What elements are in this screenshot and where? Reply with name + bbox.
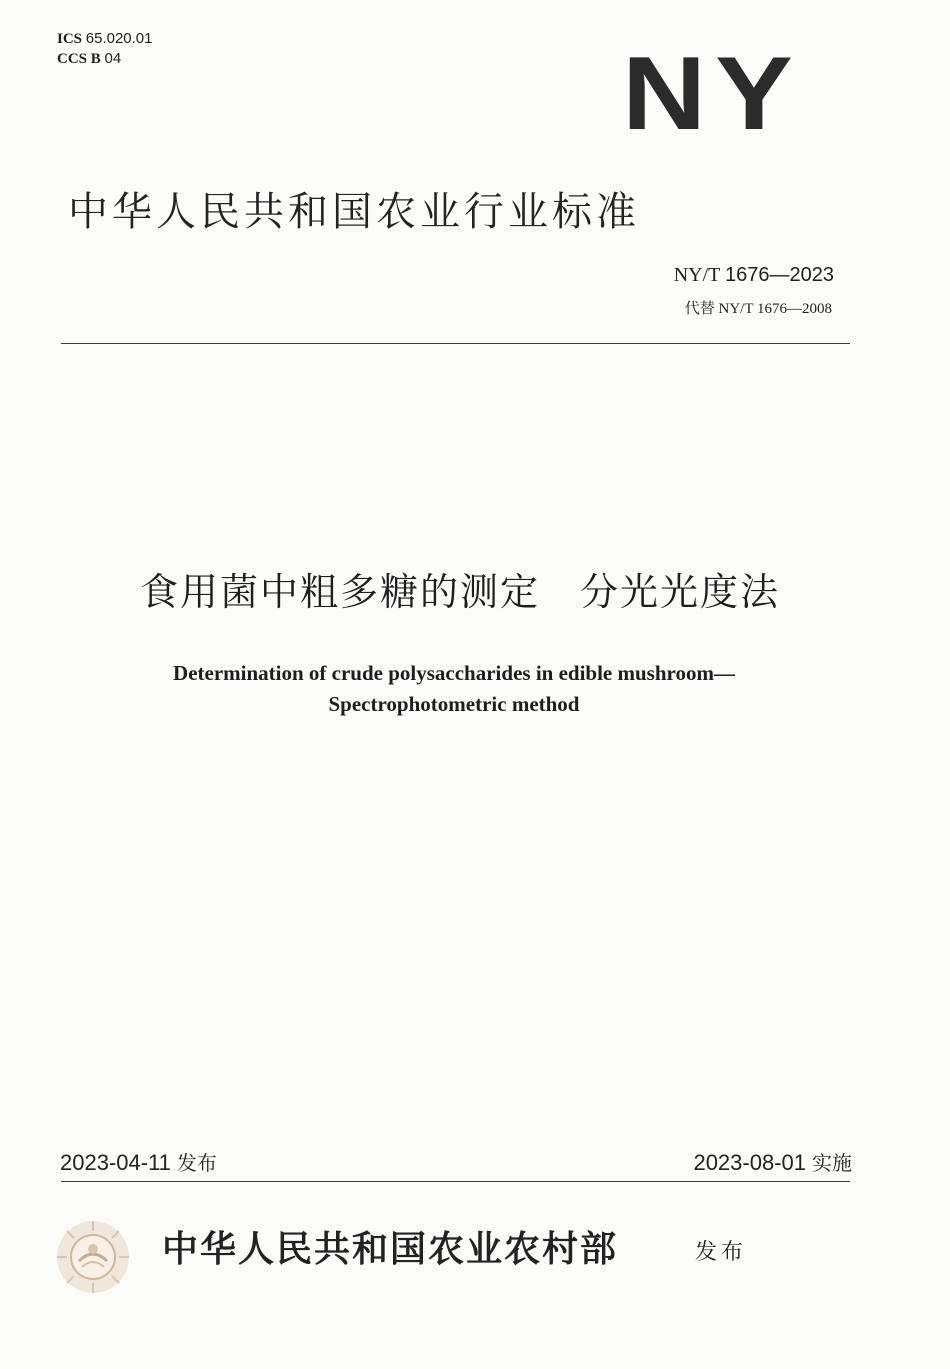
standard-number — [674, 263, 834, 287]
issue-date-value: 2023-04-11 — [60, 1150, 171, 1175]
english-title-line-1: Determination of crude polysaccharides in edible mushroom— — [173, 661, 735, 685]
ccs-label: CCS B — [57, 51, 101, 67]
issue-date-suffix: 发布 — [176, 1151, 217, 1175]
ccs-value: 04 — [104, 50, 122, 67]
issuing-ministry: 中华人民共和国农业农村部 — [162, 1228, 619, 1270]
implementation-date-value: 2023-08-01 — [693, 1150, 806, 1175]
footer-divider — [61, 1181, 850, 1182]
implementation-date — [693, 1148, 852, 1178]
ny-logo: NY — [622, 36, 802, 152]
ccs-code — [57, 49, 153, 69]
implementation-date-suffix: 实施 — [812, 1151, 852, 1175]
english-title-line-2: Spectrophotometric method — [328, 692, 580, 716]
ics-code — [57, 29, 153, 49]
standard-number-value: 1676—2023 — [725, 264, 834, 286]
replaces-standard: 代替 NY/T 1676—2008 — [684, 301, 832, 317]
standard-category-title: 中华人民共和国农业行业标准 — [68, 189, 640, 235]
classification-codes — [57, 29, 153, 69]
header-divider — [61, 343, 850, 344]
ics-label: ICS — [57, 31, 83, 47]
issue-date — [60, 1148, 217, 1178]
english-title — [0, 658, 908, 720]
issuing-ministry-suffix: 发布 — [695, 1240, 748, 1265]
ics-value: 65.020.01 — [85, 30, 153, 47]
standard-number-prefix: NY/T — [673, 264, 721, 286]
ministry-seal-icon — [55, 1219, 131, 1295]
chinese-title: 食用菌中粗多糖的测定 分光光度法 — [139, 570, 780, 614]
